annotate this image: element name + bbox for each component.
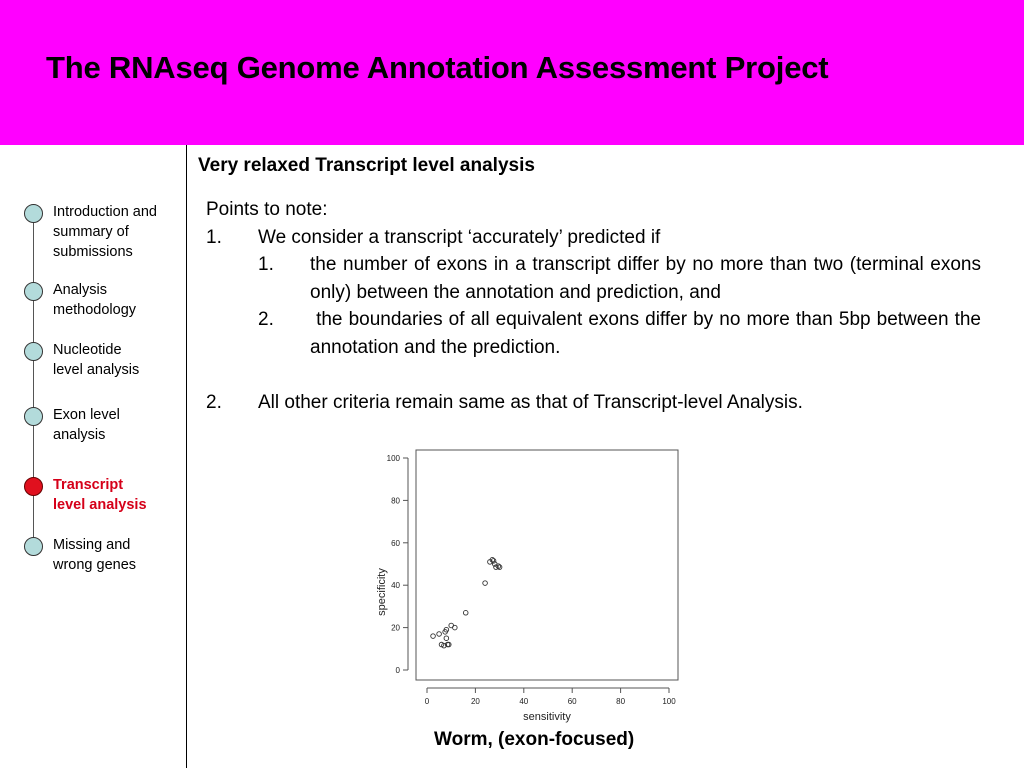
data-point xyxy=(463,610,468,615)
data-point xyxy=(483,581,488,586)
y-tick-label: 60 xyxy=(391,538,400,548)
section-title: Very relaxed Transcript level analysis xyxy=(198,155,535,176)
y-tick-label: 0 xyxy=(395,666,400,675)
nav-bullet-active-icon xyxy=(24,477,43,496)
list-text: the number of exons in a transcript differ by no more than two (terminal exons only) between the annotation and prediction, and xyxy=(310,254,981,303)
x-tick-label: 100 xyxy=(662,697,676,706)
x-tick-label: 40 xyxy=(519,697,529,706)
sidebar-item-label: Introduction and summary of submissions xyxy=(53,204,157,260)
x-tick-label: 60 xyxy=(567,697,577,706)
list-text: the boundaries of all equivalent exons differ by no more than 5bp between the annotation and the prediction. xyxy=(310,309,987,358)
intro-text: Points to note: xyxy=(206,199,328,220)
sidebar-item-transcript[interactable] xyxy=(24,477,184,521)
sidebar-item-exon[interactable] xyxy=(24,407,184,451)
nav-bullet-icon xyxy=(24,342,43,361)
x-tick-label: 0 xyxy=(424,697,430,706)
y-tick-label: 80 xyxy=(391,496,400,506)
plot-frame xyxy=(416,450,678,680)
nav-bullet-icon xyxy=(24,407,43,426)
list-item xyxy=(206,389,981,417)
y-axis-label: specificity xyxy=(376,568,388,616)
nav-bullet-icon xyxy=(24,537,43,556)
notes-body xyxy=(206,196,987,416)
sidebar-item-introduction[interactable] xyxy=(24,204,184,260)
sidebar-item-label: Missing and wrong genes xyxy=(53,537,137,573)
list-number: 1. xyxy=(258,254,274,275)
data-point xyxy=(437,632,442,637)
y-tick-label: 40 xyxy=(391,581,400,591)
x-axis-label: sensitivity xyxy=(523,711,571,723)
list-text: All other criteria remain same as that of Transcript-level Analysis. xyxy=(258,391,803,413)
page-title: The RNAseq Genome Annotation Assessment Project xyxy=(46,50,829,85)
sidebar-divider xyxy=(186,145,187,768)
sidebar-item-label: Transcript level analysis xyxy=(53,477,147,513)
sidebar-item-label: Exon level analysis xyxy=(53,407,120,443)
sidebar-item-missing-wrong-genes[interactable] xyxy=(24,537,184,581)
list-item xyxy=(206,224,981,252)
sidebar-item-nucleotide[interactable] xyxy=(24,342,184,386)
sub-list-item xyxy=(206,251,981,306)
intro-line xyxy=(206,196,981,224)
list-number: 1. xyxy=(206,226,222,248)
y-tick-label: 100 xyxy=(386,454,400,463)
chart-caption: Worm, (exon-focused) xyxy=(434,729,635,750)
nav-bullet-icon xyxy=(24,282,43,301)
sidebar-item-analysis-methodology[interactable] xyxy=(24,282,184,326)
list-number: 2. xyxy=(258,309,274,330)
title-banner xyxy=(0,0,1024,145)
x-tick-label: 20 xyxy=(470,697,480,706)
nav-bullet-icon xyxy=(24,204,43,223)
data-point xyxy=(444,636,449,641)
list-number: 2. xyxy=(206,391,222,413)
list-text: We consider a transcript ‘accurately’ predicted if xyxy=(258,226,661,248)
x-tick-label: 80 xyxy=(616,697,626,706)
sidebar-item-label: Analysis methodology xyxy=(53,282,137,318)
scatter-chart xyxy=(360,440,700,730)
y-tick-label: 20 xyxy=(391,623,400,633)
data-point xyxy=(453,625,458,630)
sidebar-item-label: Nucleotide level analysis xyxy=(53,342,140,378)
data-point xyxy=(431,634,436,639)
sub-list-item xyxy=(206,306,987,361)
